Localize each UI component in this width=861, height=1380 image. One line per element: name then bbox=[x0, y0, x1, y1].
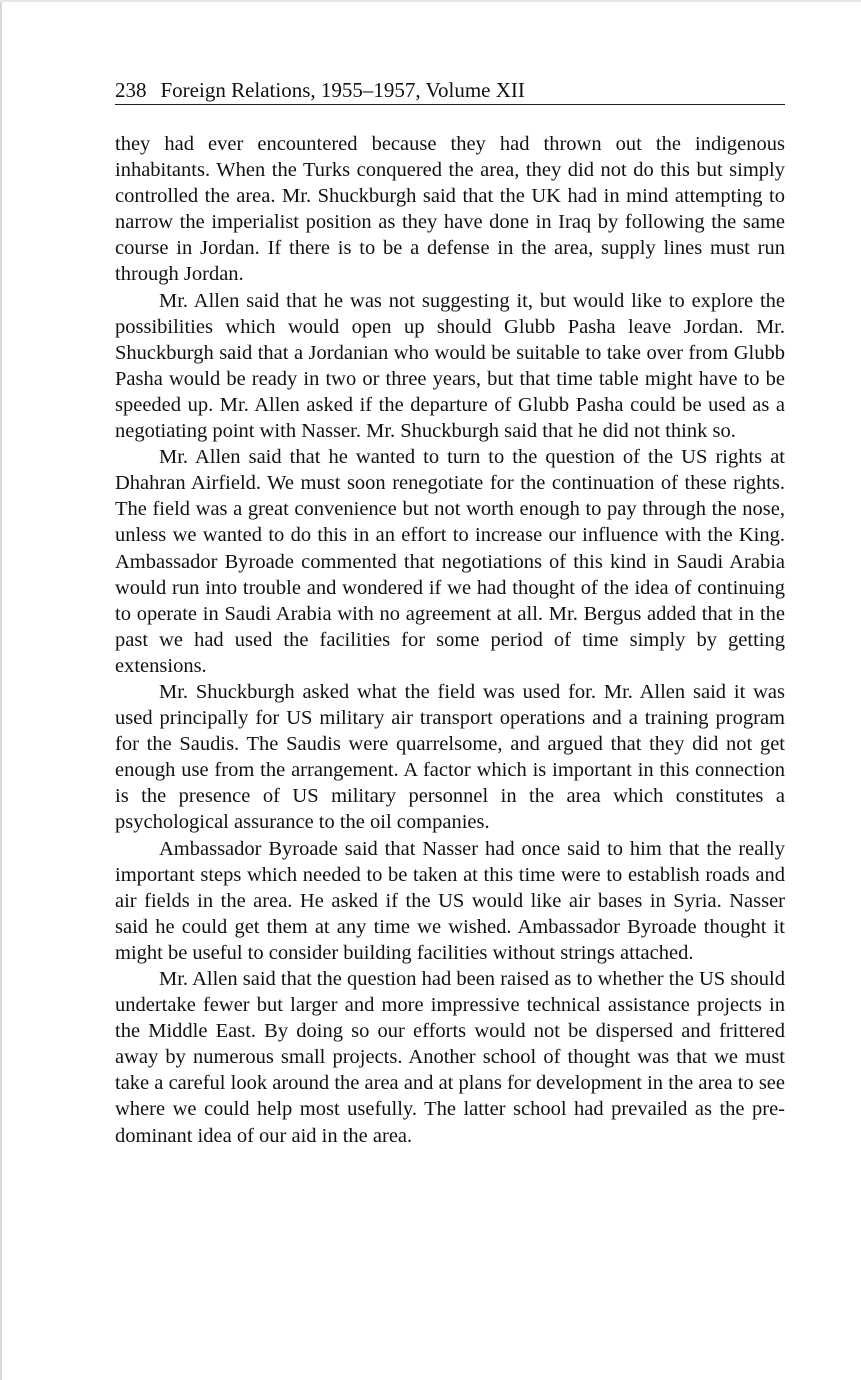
page-left-edge bbox=[0, 0, 2, 1380]
paragraph-continuation: they had ever encountered because they had thrown out the indigenous inhabitants. When the Turks conquered the area, they did not do this but simply controlled the area. Mr. Shuckburgh said that the UK had in mind attempting to narrow the imperialist position as they have done in Iraq by following the same course in Jordan. If there is to be a defense in the area, supply lines must run through Jordan. bbox=[115, 133, 785, 286]
body-text bbox=[115, 131, 785, 1149]
paragraph-field-use: Mr. Shuckburgh asked what the field was used for. Mr. Allen said it was used principally for US military air transport operations and a training program for the Saudis. The Saudis were quarrelsome, and argued that they did not get enough use from the arrangement. A factor which is important in this connection is the presence of US military personnel in the area which constitutes a psychological assurance to the oil companies. bbox=[115, 680, 785, 834]
paragraph-glubb-pasha: Mr. Allen said that he was not suggesting it, but would like to explore the possibilities which would open up should Glubb Pasha leave Jordan. Mr. Shuckburgh said that a Jordanian who would be suitable to take over from Glubb Pasha would be ready in two or three years, but that time table might have to be speeded up. Mr. Allen asked if the departure of Glubb Pasha could be used as a negotiating point with Nasser. Mr. Shuckburgh said that he did not think so. bbox=[115, 289, 785, 443]
paragraph-technical-assistance: Mr. Allen said that the question had been raised as to whether the US should undertake fewer but larger and more impressive technical assistance projects in the Middle East. By doing so our efforts would not be dispersed and frittered away by numerous small projects. Another school of thought was that we must take a careful look around the area and at plans for development in the area to see where we could help most usefully. The latter school had prevailed as the predominant idea of our aid in the area. bbox=[115, 968, 785, 1147]
running-title: Foreign Relations, 1955–1957, Volume XII bbox=[160, 78, 525, 102]
page-top-edge bbox=[0, 0, 861, 2]
paragraph-roads-air-fields: Ambassador Byroade said that Nasser had once said to him that the really important steps which needed to be taken at this time were to establish roads and air fields in the area. He asked if the US would like air bases in Syria. Nasser said he could get them at any time we wished. Ambassador Byroade thought it might be useful to consider building facilities without strings attached. bbox=[115, 837, 785, 964]
running-head bbox=[115, 76, 785, 105]
page-number: 238 bbox=[115, 78, 147, 102]
paragraph-dhahran-airfield: Mr. Allen said that he wanted to turn to the question of the US rights at Dhahran Airfield. We must soon renegotiate for the continuation of these rights. The field was a great convenience but not worth enough to pay through the nose, unless we wanted to do this in an effort to increase our influence with the King. Ambassador Byroade commented that negotiations of this kind in Saudi Arabia would run into trouble and wondered if we had thought of the idea of continuing to operate in Saudi Arabia with no agreement at all. Mr. Bergus added that in the past we had used the facilities for some period of time simply by getting extensions. bbox=[115, 446, 785, 677]
